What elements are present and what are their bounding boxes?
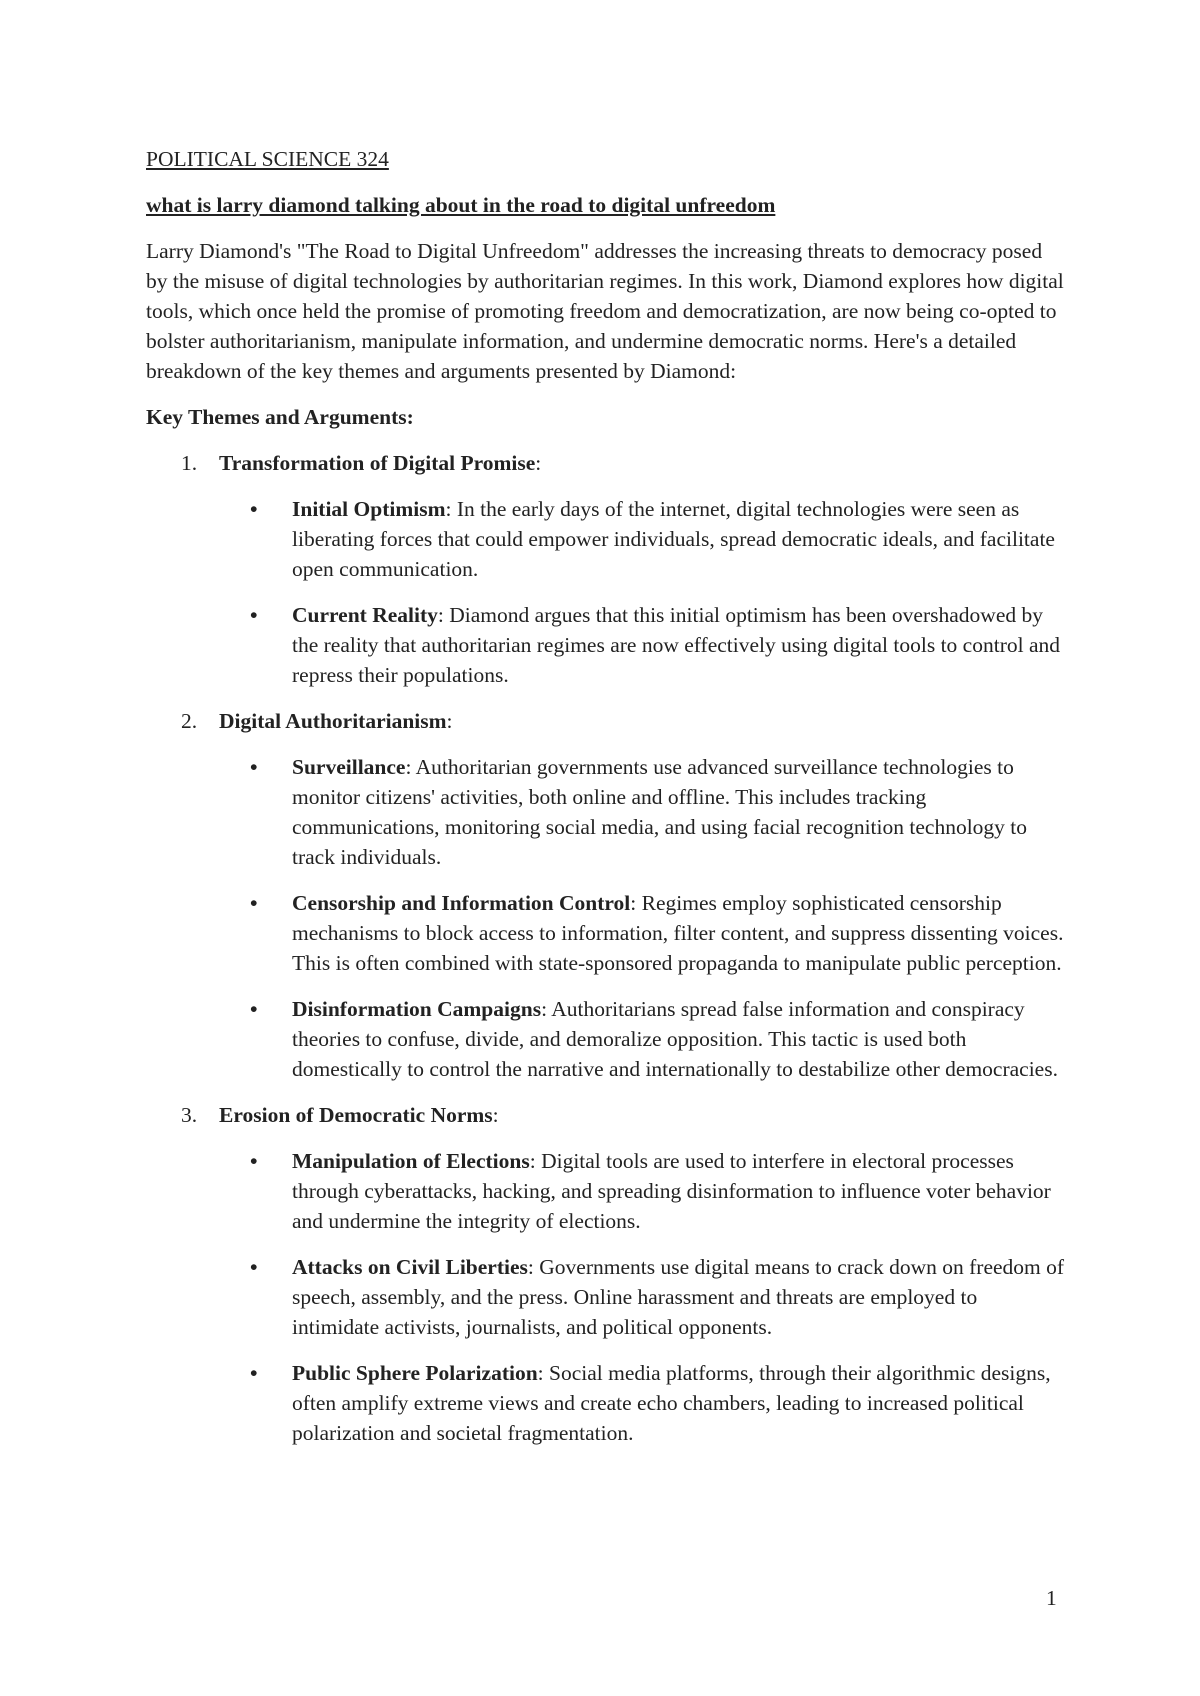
intro-paragraph: Larry Diamond's "The Road to Digital Unfreedom" addresses the increasing threats to democracy posed by the misuse of digital technologies by authoritarian regimes. In this work, Diamond explores how digital tools, which once held the promise of promoting freedom and democratization, are now being co-opted to bolster authoritarianism, manipulate information, and undermine democratic norms. Here's a detailed breakdown of the key themes and arguments presented by Diamond: [146,239,1064,383]
themes-list [146,448,1066,1448]
point-item [146,752,1066,872]
point-item [146,888,1066,978]
bullet-icon: • [250,497,258,521]
point-term: Censorship and Information Control [292,891,631,915]
theme-title: Transformation of Digital Promise [219,451,536,475]
theme-title: Erosion of Democratic Norms [219,1103,493,1127]
point-item [146,1252,1066,1342]
document-question: what is larry diamond talking about in the road to digital unfreedom [146,193,776,217]
theme-number: 1. [181,451,198,475]
theme-heading: 3. Erosion of Democratic Norms: [146,1100,1066,1130]
section-heading: Key Themes and Arguments: [146,405,414,429]
bullet-icon: • [250,997,258,1021]
point-term: Public Sphere Polarization [292,1361,538,1385]
theme-heading: 2. Digital Authoritarianism: [146,706,1066,736]
theme-title: Digital Authoritarianism [219,709,447,733]
point-term: Attacks on Civil Liberties [292,1255,528,1279]
point-item [146,1358,1066,1448]
course-title: POLITICAL SCIENCE 324 [146,147,389,171]
theme-item [146,448,1066,690]
point-term: Manipulation of Elections [292,1149,530,1173]
bullet-icon: • [250,755,258,779]
point-text: : Diamond argues that this initial optimism has been overshadowed by the reality that authoritarian regimes are now effectively using digital tools to control and repress their populations. [292,603,1060,687]
bullet-icon: • [250,1149,258,1173]
point-text: : Governments use digital means to crack down on freedom of speech, assembly, and the press. Online harassment and threats are employed to intimidate activists, journalists, and political opponents. [292,1255,1065,1339]
points-list [146,752,1066,1084]
point-term: Disinformation Campaigns [292,997,542,1021]
theme-number: 2. [181,709,198,733]
theme-item [146,1100,1066,1448]
point-term: Surveillance [292,755,406,779]
bullet-icon: • [250,603,258,627]
page-number: 1 [1046,1586,1057,1610]
points-list [146,1146,1066,1448]
point-text: : Authoritarians spread false information and conspiracy theories to confuse, divide, and demoralize opposition. This tactic is used both domestically to control the narrative and internationally to destabilize other democracies. [292,997,1058,1081]
point-text: : In the early days of the internet, digital technologies were seen as liberating forces that could empower individuals, spread democratic ideals, and facilitate open communication. [292,497,1055,581]
point-item [146,1146,1066,1236]
points-list [146,494,1066,690]
theme-item [146,706,1066,1084]
point-text: : Authoritarian governments use advanced surveillance technologies to monitor citizens' activities, both online and offline. This includes tracking communications, monitoring social media, and using facial recognition technology to track individuals. [292,755,1028,869]
document-page [146,144,1066,1464]
point-item [146,994,1066,1084]
point-item [146,494,1066,584]
bullet-icon: • [250,1361,258,1385]
theme-number: 3. [181,1103,198,1127]
point-text: : Social media platforms, through their algorithmic designs, often amplify extreme views and create echo chambers, leading to increased political polarization and societal fragmentation. [292,1361,1051,1445]
bullet-icon: • [250,1255,258,1279]
point-text: : Digital tools are used to interfere in electoral processes through cyberattacks, hacking, and spreading disinformation to influence voter behavior and undermine the integrity of elections. [292,1149,1051,1233]
point-term: Initial Optimism [292,497,446,521]
point-text: : Regimes employ sophisticated censorship mechanisms to block access to information, filter content, and suppress dissenting voices. This is often combined with state-sponsored propaganda to manipulate public perception. [292,891,1064,975]
point-item [146,600,1066,690]
theme-heading: 1. Transformation of Digital Promise: [146,448,1066,478]
point-term: Current Reality [292,603,438,627]
bullet-icon: • [250,891,258,915]
